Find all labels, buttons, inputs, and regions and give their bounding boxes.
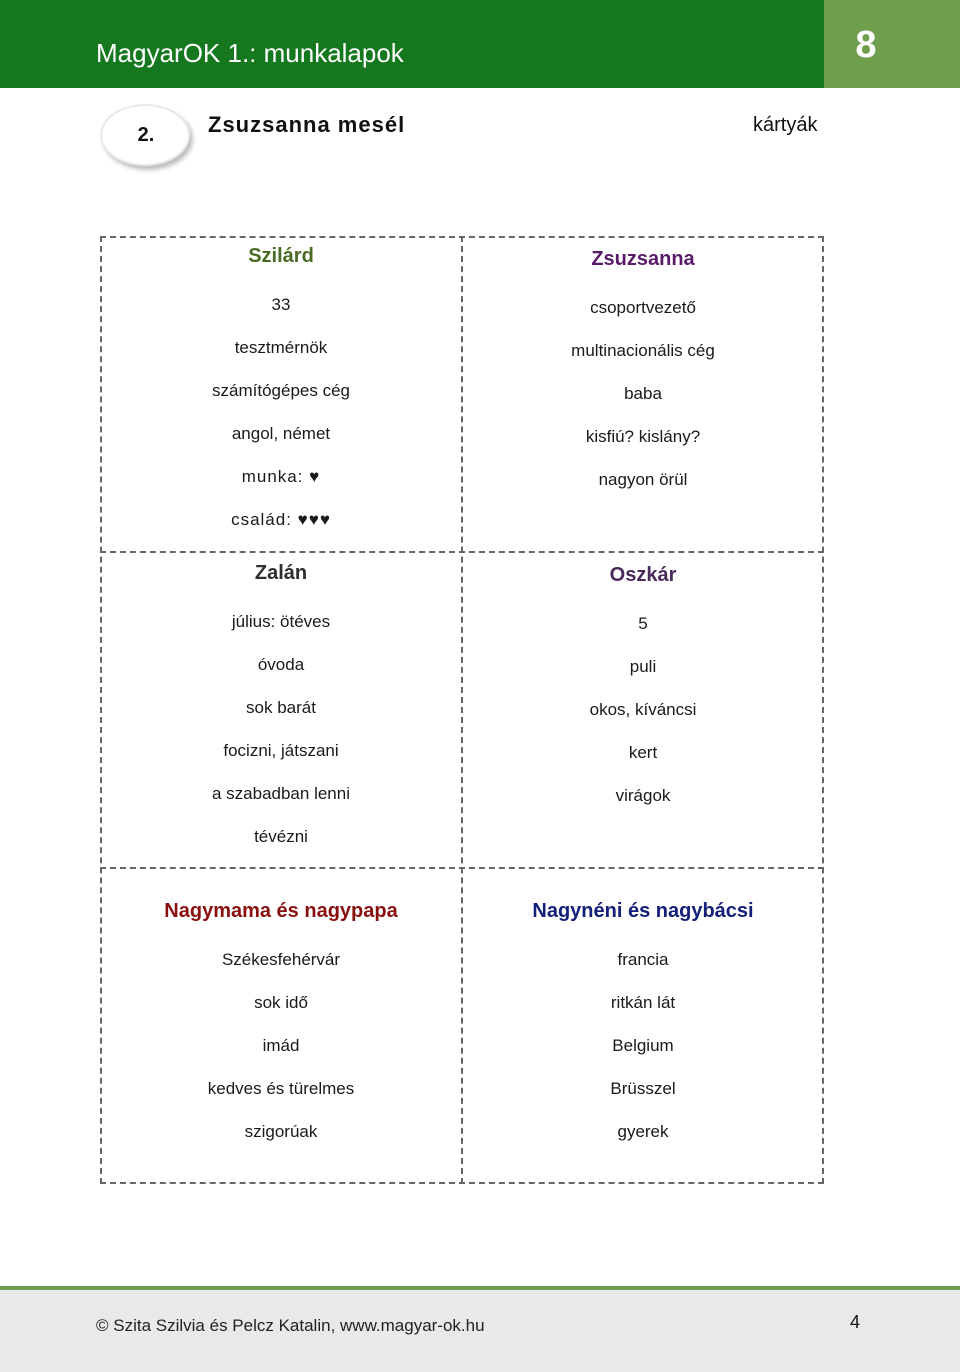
card-line: kert (628, 743, 658, 762)
card-zsuzsanna (462, 244, 824, 501)
card-line: kisfiú? kislány? (585, 427, 701, 446)
card-grandparents (100, 896, 462, 1153)
card-line: gyerek (617, 1122, 669, 1141)
card-line: Brüsszel (610, 1079, 676, 1098)
card-oszkar (462, 560, 824, 817)
card-line: virágok (615, 786, 671, 805)
header-title: MagyarOK 1.: munkalapok (96, 38, 404, 68)
card-line: nagyon örül (598, 470, 688, 489)
card-line: a szabadban lenni (211, 784, 350, 803)
card-line: sok barát (246, 698, 316, 717)
card-line: francia (617, 950, 669, 969)
grid-divider-horizontal-1 (100, 551, 824, 553)
exercise-number-badge (100, 104, 190, 166)
card-line: család: ♥♥♥ (231, 510, 331, 529)
page-number: 4 (850, 1312, 861, 1332)
grid-divider-horizontal-2 (100, 867, 824, 869)
footer-copyright: © Szita Szilvia és Pelcz Katalin, www.magyar-ok.hu (96, 1316, 485, 1335)
card-name: Szilárd (248, 245, 314, 267)
chapter-number: 8 (855, 24, 877, 66)
card-name: Nagymama és nagypapa (164, 900, 398, 922)
card-zalan (100, 558, 462, 858)
card-line: sok idő (254, 993, 308, 1012)
chapter-box (824, 0, 960, 88)
card-line: 33 (271, 295, 291, 314)
exercise-title: Zsuzsanna mesél (208, 112, 406, 137)
card-name: Zsuzsanna (591, 248, 695, 270)
card-line: munka: ♥ (241, 467, 321, 486)
card-name: Oszkár (609, 564, 677, 586)
card-aunt-uncle (462, 896, 824, 1153)
exercise-number: 2. (137, 124, 155, 146)
header-bar (0, 0, 960, 88)
card-line: július: ötéves (231, 612, 331, 631)
card-name: Zalán (254, 562, 308, 584)
card-line: multinacionális cég (571, 341, 715, 360)
card-line: Belgium (612, 1036, 674, 1055)
card-line: ritkán lát (610, 993, 676, 1012)
exercise-type: kártyák (753, 114, 818, 136)
card-line: focizni, játszani (223, 741, 339, 760)
card-szilard (100, 241, 462, 541)
card-line: csoportvezető (590, 298, 696, 317)
card-line: óvoda (257, 655, 305, 674)
card-line: baba (624, 384, 662, 403)
card-line: angol, német (231, 424, 331, 443)
card-line: kedves és türelmes (207, 1079, 355, 1098)
card-name: Nagynéni és nagybácsi (532, 900, 754, 922)
card-line: imád (262, 1036, 300, 1055)
card-line: Székesfehérvár (221, 950, 341, 969)
card-line: 5 (638, 614, 648, 633)
card-line: tévézni (254, 827, 308, 846)
card-line: okos, kíváncsi (589, 700, 697, 719)
card-line: puli (629, 657, 657, 676)
card-line: számítógépes cég (212, 381, 350, 400)
card-line: tesztmérnök (234, 338, 328, 357)
card-line: szigorúak (244, 1122, 318, 1141)
